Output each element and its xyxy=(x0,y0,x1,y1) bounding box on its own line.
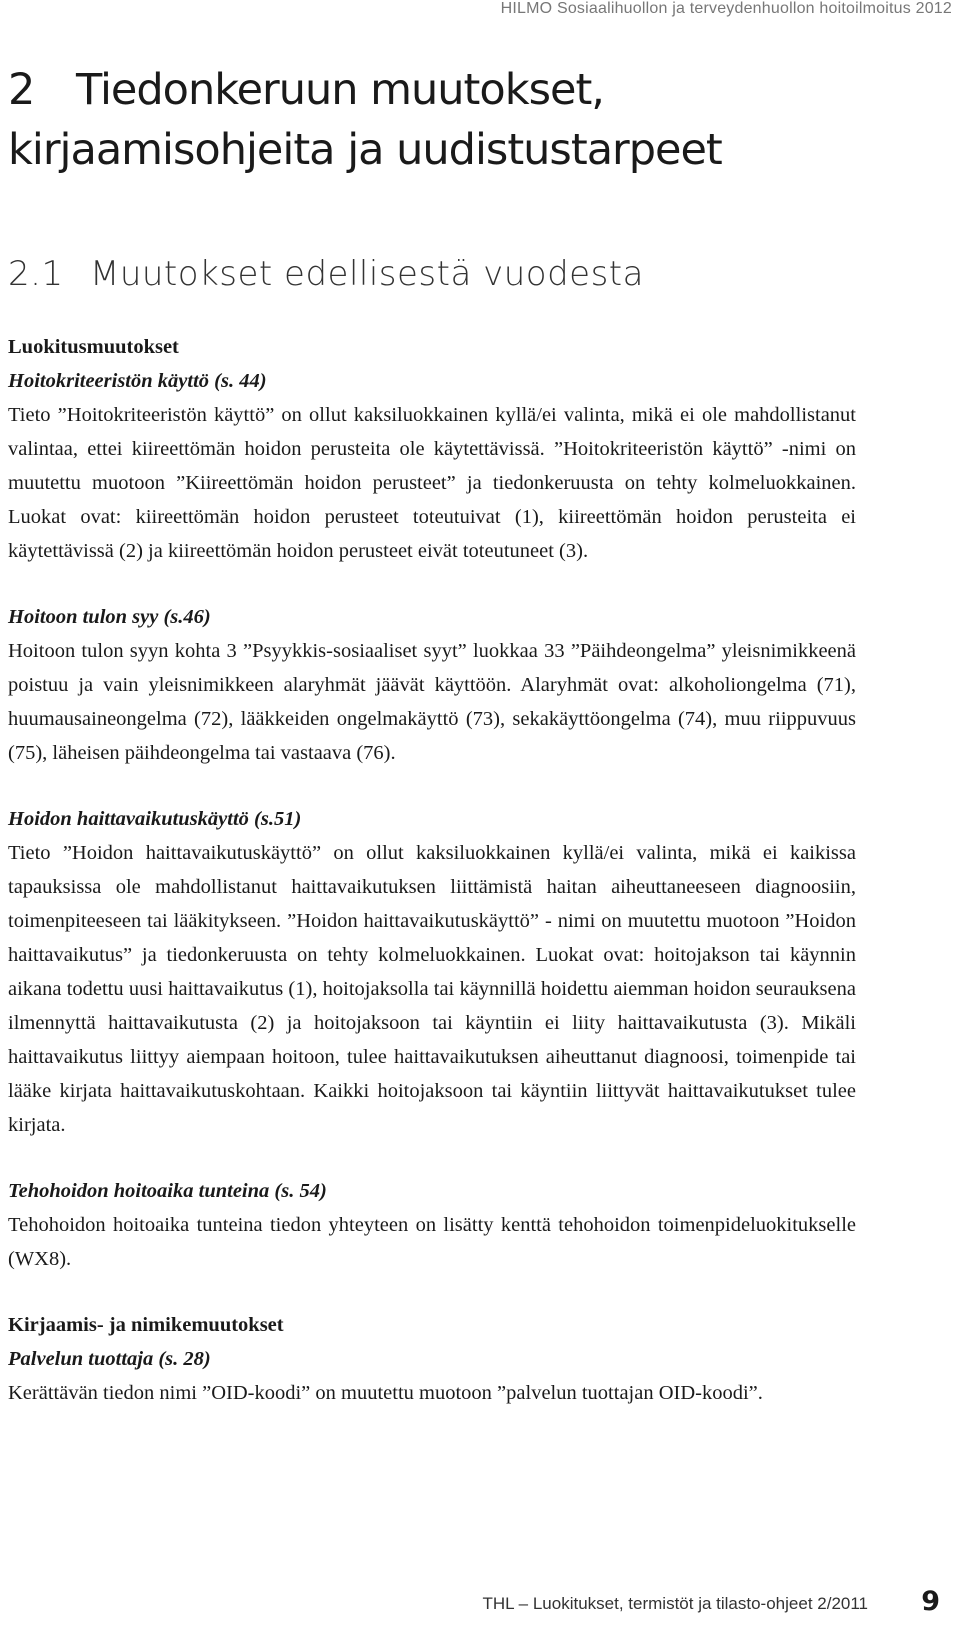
page-footer xyxy=(0,1586,960,1628)
kirjaamismuutokset-heading: Kirjaamis- ja nimikemuutokset xyxy=(8,1314,284,1336)
haittavaikutus-paragraph: Tieto ”Hoidon haittavaikutuskäyttö” on ollut kaksiluokkainen kyllä/ei valinta, mikä ei kaikissa tapauksissa ole mahdollistanut haittavaikutuksen liittämistä haitan aiheuttaneeseen diagnoosiin, toimenpiteeseen tai lääkitykseen. ”Hoidon haittavaikutuskäyttö” - nimi on muutettu muotoon ”Hoidon haittavaikutus” ja tiedonkeruusta on tehty kolmeluokkainen. Luokat ovat: hoitojakson tai käynnin aikana todettu uusi haittavaikutus (1), hoitojaksolla tai käynnillä hoidettu aiemman hoidon seurauksena ilmennyttä haittavaikutusta (2) ja hoitojaksoon tai käyntiin ei liity haittavaikutusta (3). Mikäli haittavaikutus liittyy aiempaan hoitoon, tulee haittavaikutuksen aiheuttanut diagnoosi, toimenpide tai lääke kirjata haittavaikutuskohtaan. Kaikki hoitojaksoon tai käyntiin liittyvät haittavaikutukset tulee kirjata. xyxy=(8,842,856,1136)
running-header: HILMO Sosiaalihuollon ja terveydenhuollon hoitoilmoitus 2012 xyxy=(500,0,952,17)
chapter-title xyxy=(8,60,948,180)
section-title-text: Muutokset edellisestä vuodesta xyxy=(90,254,644,294)
hoitokriteeristo-subheading: Hoitokriteeristön käyttö (s. 44) xyxy=(8,370,267,392)
haittavaikutus-subheading: Hoidon haittavaikutuskäyttö (s.51) xyxy=(8,808,302,830)
spacer xyxy=(8,1276,856,1308)
hoitoon-tulon-syy-paragraph: Hoitoon tulon syyn kohta 3 ”Psyykkis-sosiaaliset syyt” luokkaa 33 ”Päihdeongelma” yleisnimikkeenä poistuu ja vain yleisnimikkeen alaryhmät jäävät käyttöön. Alaryhmät ovat: alkoholiongelma (71), huumausaineongelma (72), lääkkeiden ongelmakäyttö (73), sekakäyttöongelma (74), muu riippuvuus (75), läheisen päihdeongelma tai vastaava (76). xyxy=(8,640,856,764)
chapter-number: 2 xyxy=(8,65,35,115)
spacer xyxy=(8,568,856,600)
main-content xyxy=(8,330,856,1410)
chapter-title-line1: Tiedonkeruun muutokset, xyxy=(76,65,604,115)
hoitoon-tulon-syy-subheading: Hoitoon tulon syy (s.46) xyxy=(8,606,211,628)
hoitokriteeristo-paragraph: Tieto ”Hoitokriteeristön käyttö” on ollut kaksiluokkainen kyllä/ei valinta, mikä ei ole mahdollistanut valintaa, ettei kiireettömän hoidon perusteita ole käytettävissä. ”Hoitokriteeristön käyttö” -nimi on muutettu muotoon ”Kiireettömän hoidon perusteet” ja tiedonkeruusta on tehty kolmeluokkainen. Luokat ovat: kiireettömän hoidon perusteet toteutuivat (1), kiireettömän hoidon perusteita ei käytettävissä (2) ja kiireettömän hoidon perusteet eivät toteutuneet (3). xyxy=(8,404,856,562)
section-number: 2.1 xyxy=(8,254,64,294)
spacer xyxy=(8,1142,856,1174)
section-title xyxy=(8,252,644,296)
page-number: 9 xyxy=(921,1586,940,1617)
luokitusmuutokset-heading: Luokitusmuutokset xyxy=(8,336,179,358)
palvelun-tuottaja-paragraph: Kerättävän tiedon nimi ”OID-koodi” on muutettu muotoon ”palvelun tuottajan OID-koodi”. xyxy=(8,1382,763,1404)
tehohoito-subheading: Tehohoidon hoitoaika tunteina (s. 54) xyxy=(8,1180,327,1202)
footer-text: THL – Luokitukset, termistöt ja tilasto-ohjeet 2/2011 xyxy=(482,1594,868,1613)
spacer xyxy=(8,770,856,802)
palvelun-tuottaja-subheading: Palvelun tuottaja (s. 28) xyxy=(8,1348,211,1370)
chapter-title-line2: kirjaamisohjeita ja uudistustarpeet xyxy=(8,125,722,175)
tehohoito-paragraph: Tehohoidon hoitoaika tunteina tiedon yhteyteen on lisätty kenttä tehohoidon toimenpideluokitukselle (WX8). xyxy=(8,1214,856,1270)
